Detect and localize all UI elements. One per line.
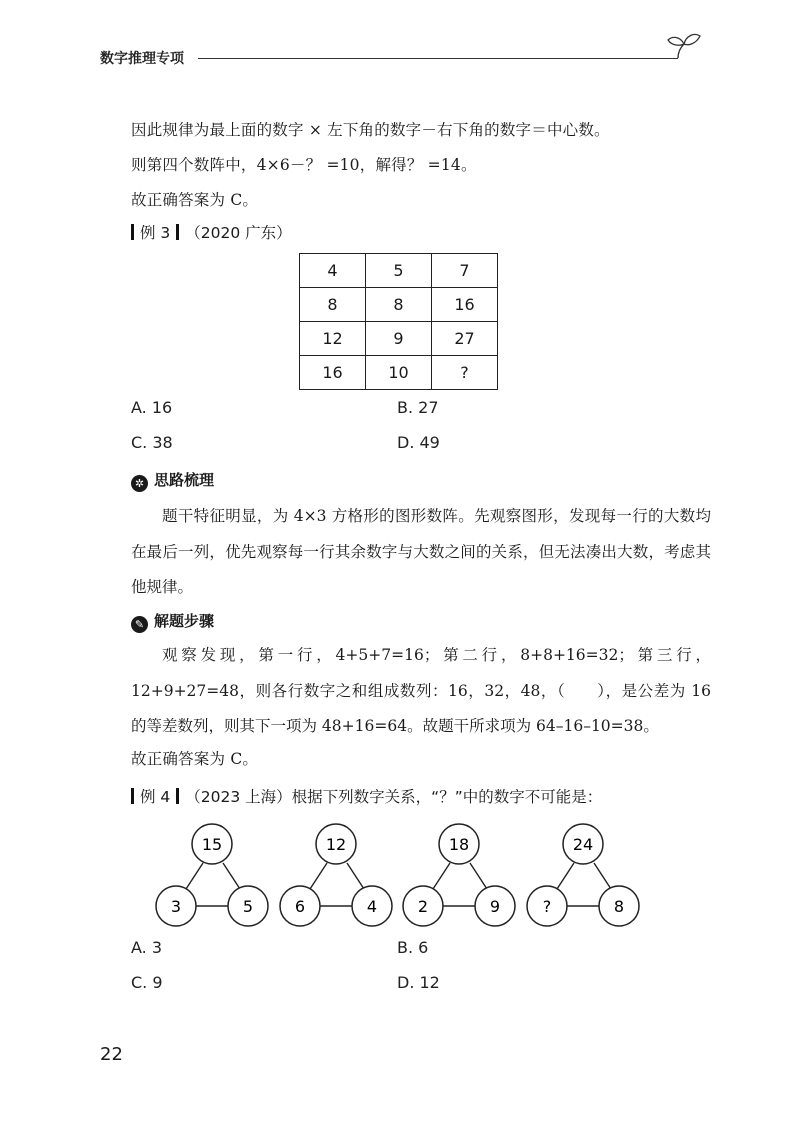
option-a: A. 3 — [131, 938, 163, 957]
bracket-bar-left — [131, 224, 134, 240]
grid-cell: 7 — [432, 254, 498, 288]
example-4-question: 根据下列数字关系，“？”中的数字不可能是： — [291, 788, 603, 806]
solution-title: 解题步骤 — [154, 612, 215, 630]
left-value: 6 — [294, 897, 306, 916]
grid-cell: 5 — [366, 254, 432, 288]
running-header: 数字推理专项 — [100, 51, 184, 67]
pen-icon: ✎ — [131, 616, 148, 633]
grid-cell: 8 — [300, 288, 366, 322]
grid-row — [300, 288, 498, 322]
thinking-title: 思路梳理 — [154, 471, 215, 489]
top-value: 15 — [201, 835, 223, 854]
example-3-number: 例 3 — [140, 224, 171, 242]
left-value: 2 — [417, 897, 429, 916]
left-value: ? — [542, 897, 552, 916]
grid-cell: 27 — [432, 322, 498, 356]
option-b: B. 6 — [397, 938, 429, 957]
thinking-text: 题干特征明显，为 4×3 方格形的图形数阵。先观察图形，发现每一行的大数均在最后一列，优先观察每一行其余数字与大数之间的关系，但无法凑出大数，考虑其他规律。 — [131, 507, 711, 596]
example-4-number: 例 4 — [140, 788, 171, 806]
option-c: C. 9 — [131, 973, 163, 992]
option-d: D. 12 — [397, 973, 440, 992]
top-value: 18 — [448, 835, 470, 854]
grid-row — [300, 356, 498, 390]
circle-triangle-4 — [519, 817, 649, 935]
answer-line: 故正确答案为 C。 — [131, 191, 259, 209]
circle-triangle-3 — [395, 817, 525, 935]
grid-cell: ? — [432, 356, 498, 390]
grid-cell: 12 — [300, 322, 366, 356]
bracket-bar-right — [176, 788, 179, 804]
example-3-label — [131, 221, 292, 243]
example-3-source: （2020 广东） — [185, 224, 292, 242]
header-rule — [198, 58, 678, 59]
thinking-heading — [131, 469, 214, 492]
grid-cell: 8 — [366, 288, 432, 322]
option-d: D. 49 — [397, 433, 440, 452]
option-b: B. 27 — [397, 398, 439, 417]
circle-triangle-2 — [272, 817, 402, 935]
grid-row — [300, 322, 498, 356]
grid-cell: 10 — [366, 356, 432, 390]
sprout-icon — [664, 30, 704, 62]
page-number: 22 — [100, 1044, 123, 1065]
left-value: 3 — [170, 897, 182, 916]
number-grid — [299, 253, 498, 390]
solution-text: 观察发现，第一行，4+5+7=16；第二行，8+8+16=32；第三行，12+9+27=48，则各行数字之和组成数列：16，32，48，（ ），是公差为 16 的等差数列，则其下一项为 48+16=64。故题干所求项为 64–16–10=38。 — [131, 646, 711, 735]
grid-cell: 16 — [432, 288, 498, 322]
top-value: 24 — [572, 835, 594, 854]
option-c: C. 38 — [131, 433, 173, 452]
solution-heading — [131, 610, 214, 633]
example-4-source: （2023 上海） — [185, 788, 292, 806]
grid-cell: 9 — [366, 322, 432, 356]
top-value: 12 — [325, 835, 347, 854]
grid-row — [300, 254, 498, 288]
bracket-bar-right — [176, 224, 179, 240]
solution-answer: 故正确答案为 C。 — [131, 750, 259, 768]
right-value: 4 — [366, 897, 378, 916]
rule-line: 因此规律为最上面的数字 × 左下角的数字－右下角的数字＝中心数。 — [131, 121, 610, 139]
bracket-bar-left — [131, 788, 134, 804]
circle-triangle-1 — [148, 817, 278, 935]
lightbulb-icon: ✲ — [131, 475, 148, 492]
grid-cell: 16 — [300, 356, 366, 390]
option-a: A. 16 — [131, 398, 173, 417]
calc-line: 则第四个数阵中，4×6－？ =10，解得？ =14。 — [131, 156, 477, 174]
right-value: 5 — [242, 897, 254, 916]
right-value: 8 — [613, 897, 625, 916]
example-4-label — [131, 785, 602, 807]
grid-cell: 4 — [300, 254, 366, 288]
right-value: 9 — [489, 897, 501, 916]
